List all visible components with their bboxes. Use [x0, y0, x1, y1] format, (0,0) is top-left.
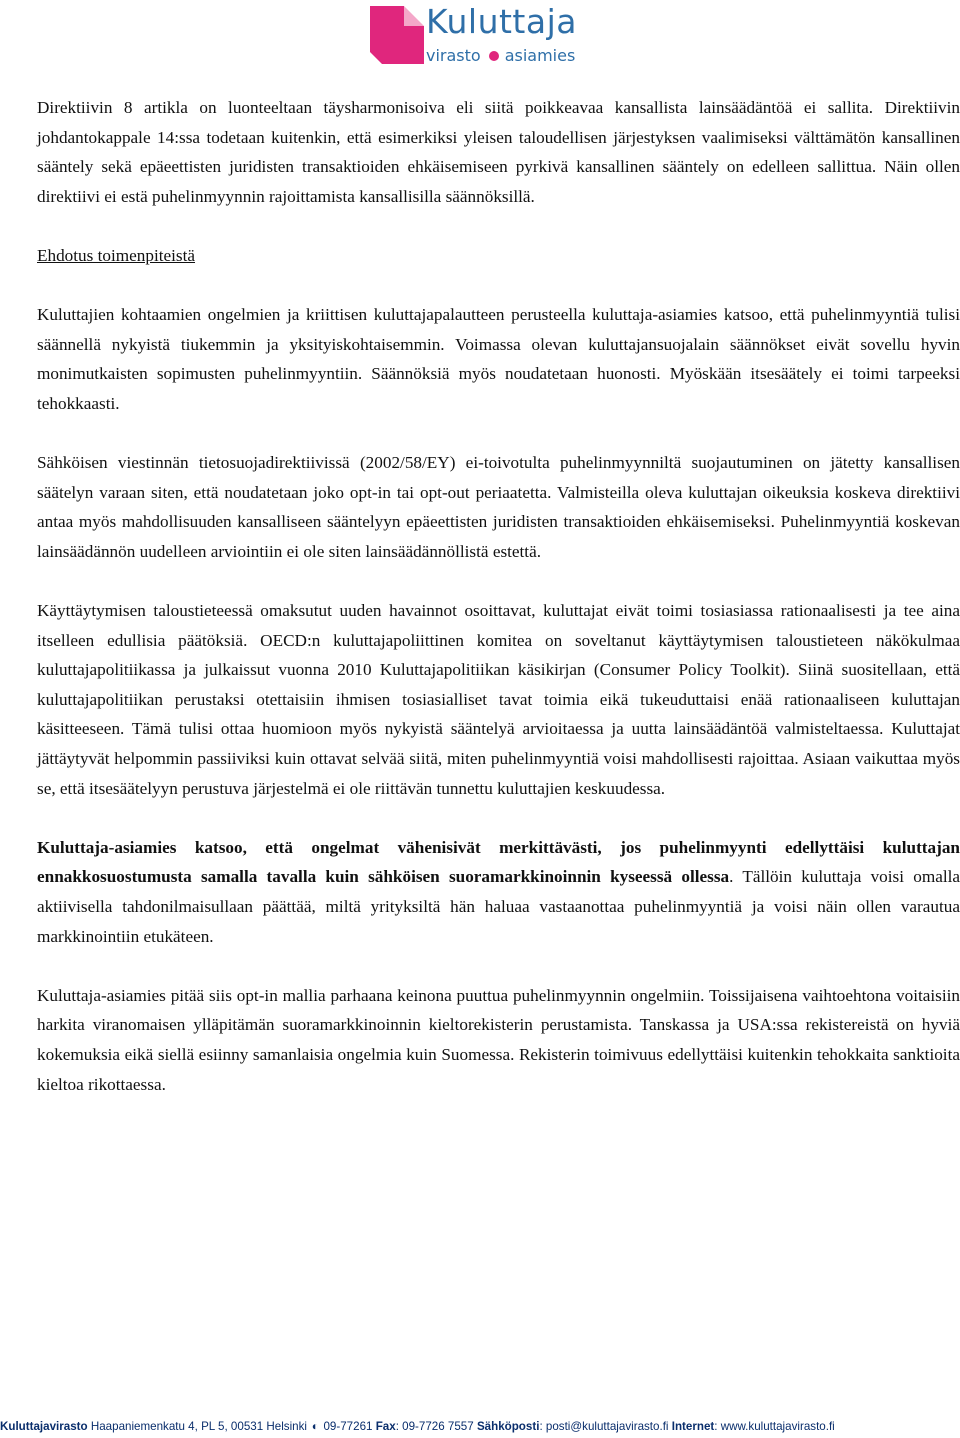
footer-org: Kuluttajavirasto	[0, 1420, 88, 1433]
paragraph-5-bold: Kuluttaja-asiamies katsoo, että ongelmat vähenisivät merkittävästi, jos puhelinmyynti edellyttäisi kuluttajan ennakkosuostumusta samalla tavalla kuin sähköisen suoramarkkinoinnin kyseessä ollessa	[37, 837, 960, 887]
logo-emblem	[370, 6, 424, 64]
logo-sub-left: virasto	[426, 46, 481, 65]
paragraph-3: Sähköisen viestinnän tietosuojadirektiivissä (2002/58/EY) ei-toivotulta puhelinmyynniltä suojautuminen on jätetty kansallisen säätelyn varaan siten, että noudatetaan joko opt-in tai opt-out periaatetta. Valmisteilla oleva kuluttajan oikeuksia koskeva direktiivi antaa myös mahdollisuuden kansalliseen sääntelyyn epäeettisten juridisten transaktioiden ehkäisemiseksi. Puhelinmyyntiä koskevan lainsäädännön uudelleen arviointiin ei ole siten lainsäädännöllistä estettä.	[37, 453, 960, 561]
footer-email[interactable]: posti@kuluttajavirasto.fi	[545, 1420, 669, 1433]
logo	[370, 2, 610, 68]
paragraph-2: Kuluttajien kohtaamien ongelmien ja kriittisen kuluttajapalautteen perusteella kuluttaja-asiamies katsoo, että puhelinmyyntiä tulisi säännellä nykyistä tiukemmin ja yksityiskohtaisemmin. Voimassa olevan kuluttajansuojalain säännökset eivät sovellu hyvin monimutkaisten sopimusten puhelinmyyntiin. Säännöksiä myös noudatetaan huonosti. Myöskään itsesäätely ei toimi tarpeeksi tehokkaasti.	[37, 305, 960, 413]
paragraph-1: Direktiivin 8 artikla on luonteeltaan täysharmonisoiva eli siitä poikkeavaa kansallista lainsäädäntöä ei sallita. Direktiivin johdantokappale 14:ssa todetaan kuitenkin, että esimerkiksi yleisen taloudellisen järjestyksen vaalimiseksi välttämätön kansallinen sääntely sekä epäeettisten juridisten transaktioiden ehkäisemiseen pyrkivä kansallinen sääntely on edelleen sallittua. Näin ollen direktiivi ei estä puhelinmyynnin rajoittamista kansallisilla säännöksillä.	[37, 98, 960, 206]
logo-dot	[489, 51, 499, 61]
paragraph-6: Kuluttaja-asiamies pitää siis opt-in mallia parhaana keinona puuttua puhelinmyynnin ongelmiin. Toissijaisena vaihtoehtona voitaisiin harkita viranomaisen ylläpitämän suoramarkkinoinnin kieltorekisterin perustamista. Tanskassa ja USA:ssa rekistereistä on hyviä kokemuksia eikä siellä esiinny samanlaisia ongelmia kuin Suomessa. Rekisterin toimivuus edellyttäisi kuitenkin tehokkaita sanktioita kieltoa rikottaessa.	[37, 985, 960, 1094]
section-heading: Ehdotus toimenpiteistä	[37, 245, 196, 265]
footer-address: Haapaniemenkatu 4, PL 5, 00531 Helsinki	[90, 1420, 307, 1433]
paragraph-4: Käyttäytymisen taloustieteessä omaksutut uuden havainnot osoittavat, kuluttajat eivät toimi tosiasiassa rationaalisesti ja tee aina itselleen edullisia päätöksiä. OECD:n kuluttajapoliittinen komitea on soveltanut käyttäytymisen taloustieteen näkökulmaa kuluttajapolitiikassa ja julkaissut vuonna 2010 Kuluttajapolitiikan käsikirjan (Consumer Policy Toolkit). Siinä suositellaan, että kuluttajapolitiikan perustaksi otettaisiin ihmisen tosiasialliset tavat toimia eikä tukeuduttaisi enää rationaaliseen kuluttajan käsitteeseen. Tämä tulisi ottaa huomioon myös nykyistä sääntelyä arvioitaessa ja uutta lainsäädäntöä valmisteltaessa. Kuluttajat jättäytyvät helpommin passiiviksi kuin ottavat selvää siitä, miten puhelinmyyntiä voisi mahdollisesti rajoittaa. Asiaan vaikuttaa myös se, että itsesäätelyyn perustuva järjestelmä ei ole riittävän tunnettu kuluttajien keskuudessa.	[37, 601, 960, 798]
paragraph-5	[37, 833, 960, 951]
document-body	[37, 93, 960, 1129]
footer-fax-label: Fax	[375, 1420, 396, 1433]
logo-sub-right: asiamies	[504, 46, 576, 65]
footer-phone: 09-77261	[323, 1420, 373, 1433]
footer: Kuluttajavirasto Haapaniemenkatu 4, PL 5, 00531 Helsinki ◐ 09-77261 Fax: 09-7726 7557 Sähköposti: posti@kuluttajavirasto.fi Internet: www.kuluttajavirasto.fi	[0, 1420, 835, 1433]
footer-email-label: Sähköposti	[476, 1420, 540, 1433]
phone-icon: ◐	[311, 1420, 319, 1433]
logo-subtitle	[426, 46, 575, 65]
footer-web-label: Internet	[671, 1420, 715, 1433]
footer-web[interactable]: www.kuluttajavirasto.fi	[720, 1420, 835, 1433]
logo-title: Kuluttaja	[426, 2, 577, 41]
paragraph-5-rest: . Tällöin kuluttaja voisi omalla aktiivisella tahdonilmaisullaan päättää, miltä yrityksiltä hän haluaa vastaanottaa puhelinmyyntiä ja voisi näin ollen varautua markkinointiin etukäteen.	[37, 867, 960, 946]
footer-fax: 09-7726 7557	[402, 1420, 474, 1433]
